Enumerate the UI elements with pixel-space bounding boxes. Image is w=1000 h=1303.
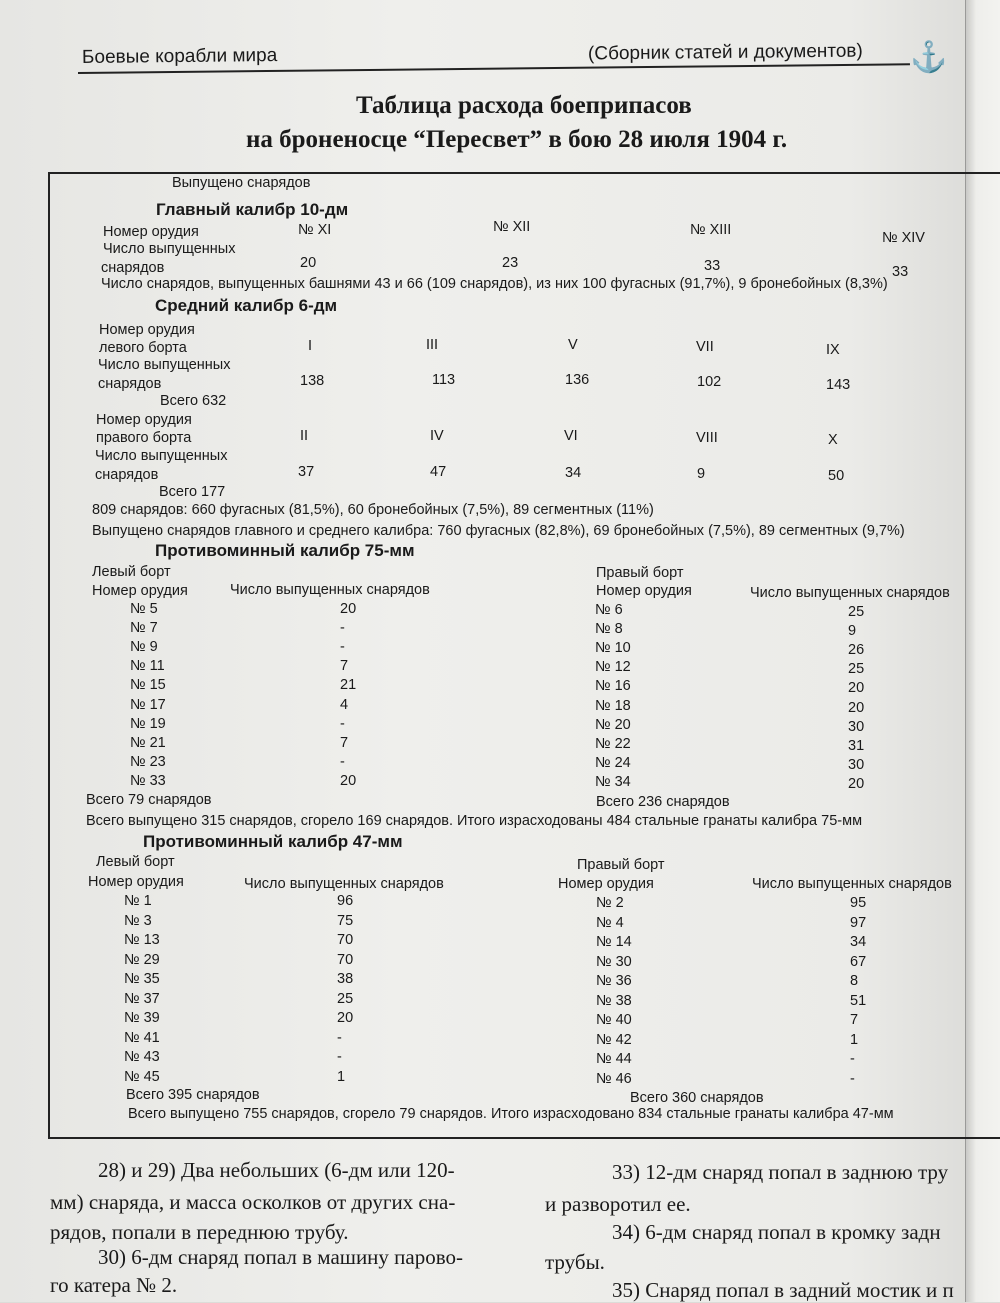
medium-left-gun: V: [568, 337, 578, 353]
main-caliber-heading: Главный калибр 10-дм: [156, 200, 349, 219]
gun-number: № 41: [124, 1029, 160, 1046]
shell-count: 20: [848, 699, 865, 716]
c75-left-count-label: Число выпущенных снарядов: [230, 582, 430, 598]
main-count: 33: [892, 264, 909, 280]
main-gun: № XI: [298, 222, 332, 238]
gun-number: № 19: [130, 715, 166, 732]
medium-right-gun: VIII: [696, 430, 718, 446]
medium-left-count: 136: [565, 372, 590, 388]
medium-left-count: 102: [697, 374, 722, 390]
shell-count: 4: [340, 696, 349, 713]
main-count: 33: [704, 258, 721, 274]
shell-count: -: [340, 620, 345, 637]
shell-count: 25: [848, 661, 865, 678]
shell-count: 20: [848, 680, 865, 697]
gun-number: № 20: [595, 716, 631, 733]
shell-count: 21: [340, 677, 357, 694]
medium-left-gun: III: [426, 337, 439, 353]
running-header-left: Боевые корабли мира: [81, 44, 278, 69]
gun-number: № 30: [596, 953, 632, 970]
gun-number: № 17: [130, 696, 166, 713]
gun-number: № 8: [595, 621, 623, 638]
medium-right-count: 9: [697, 466, 706, 482]
shell-count: 30: [848, 718, 865, 735]
shell-count: -: [340, 639, 345, 656]
shell-count: 1: [337, 1068, 346, 1085]
body-right-line: и разворотил ее.: [545, 1192, 691, 1216]
medium-left-gun-label-2: левого борта: [99, 340, 187, 356]
c75-left-side: Левый борт: [92, 564, 171, 580]
gun-number: № 35: [124, 971, 160, 987]
gun-number: № 9: [130, 639, 158, 656]
shell-count: 75: [337, 912, 354, 929]
shell-count: 38: [337, 971, 354, 987]
body-left-line: 28) и 29) Два небольших (6-дм или 120-: [98, 1158, 455, 1182]
c75-summary: Всего выпущено 315 снарядов, сгорело 169 снарядов. Итого израсходованы 484 стальные гранаты калибра 75-мм: [86, 813, 863, 829]
body-left-line: го катера № 2.: [50, 1273, 178, 1297]
table-title-line2: на броненосце “Пересвет” в бою 28 июля 1904 г.: [246, 126, 788, 153]
shell-count: 20: [340, 772, 357, 789]
shell-count: 8: [850, 973, 859, 989]
shell-count: 7: [340, 734, 349, 751]
c47-right-count-label: Число выпущенных снарядов: [752, 876, 952, 892]
gun-number: № 10: [595, 640, 631, 657]
gun-number: № 43: [124, 1049, 160, 1065]
c47-left-gun-label: Номер орудия: [88, 874, 184, 890]
shell-count: 7: [340, 658, 349, 675]
c75-right-gun-label: Номер орудия: [596, 583, 692, 599]
medium-right-count: 37: [298, 464, 315, 480]
main-count-label-1: Число выпущенных: [103, 241, 236, 257]
shell-count: 97: [850, 914, 867, 931]
shell-count: 20: [848, 775, 865, 792]
c75-left-gun-label: Номер орудия: [92, 583, 188, 599]
shell-count: 70: [337, 951, 354, 968]
gun-number: № 18: [595, 697, 631, 714]
gun-number: № 1: [124, 893, 152, 909]
gun-number: № 23: [130, 753, 166, 770]
medium-right-gun: IV: [430, 428, 444, 444]
gun-number: № 7: [130, 620, 158, 637]
gun-number: № 15: [130, 677, 166, 694]
medium-right-gun: II: [300, 428, 309, 444]
shell-count: 20: [337, 1010, 354, 1026]
c47-right-side: Правый борт: [577, 857, 665, 873]
body-right-line: трубы.: [545, 1250, 605, 1274]
gun-number: № 12: [595, 659, 631, 676]
shell-count: 9: [848, 623, 857, 640]
fired-label: Выпущено снарядов: [172, 175, 311, 191]
c47-heading: Противоминный калибр 47-мм: [143, 832, 403, 851]
c47-right-gun-label: Номер орудия: [558, 876, 654, 892]
gun-number: № 4: [596, 914, 624, 931]
gun-number: № 33: [130, 772, 166, 789]
gun-number: № 22: [595, 735, 631, 752]
gun-number: № 14: [596, 934, 632, 950]
gun-number: № 36: [596, 973, 632, 989]
main-count: 23: [502, 255, 519, 271]
main-summary: Число снарядов, выпущенных башнями 43 и 66 (109 снарядов), из них 100 фугасных (91,7%), 9 бронебойных (8,3%): [101, 276, 888, 292]
gun-number: № 2: [596, 895, 624, 911]
gun-number: № 40: [596, 1012, 632, 1028]
main-gun-label: Номер орудия: [103, 224, 199, 240]
shell-count: -: [337, 1049, 342, 1065]
gun-number: № 6: [595, 602, 623, 618]
medium-count-label-2: снарядов: [98, 376, 162, 392]
gun-number: № 16: [595, 678, 631, 695]
gun-number: № 24: [595, 754, 631, 771]
c47-right-total: Всего 360 снарядов: [630, 1090, 764, 1106]
gun-number: № 37: [124, 990, 160, 1007]
main-gun: № XII: [493, 219, 531, 235]
medium-summary-1: 809 снарядов: 660 фугасных (81,5%), 60 бронебойных (7,5%), 89 сегментных (11%): [92, 502, 654, 518]
medium-left-gun: VII: [696, 339, 714, 355]
body-left-line: мм) снаряда, и масса осколков от других сна-: [50, 1190, 456, 1214]
shell-count: -: [340, 715, 345, 732]
gun-number: № 11: [130, 658, 165, 675]
gun-number: № 3: [124, 912, 152, 929]
c47-left-count-label: Число выпущенных снарядов: [244, 876, 444, 892]
medium-left-gun: IX: [826, 342, 840, 358]
medium-right-count: 34: [565, 465, 582, 481]
c75-right-side: Правый борт: [596, 565, 684, 581]
shell-count: 31: [848, 737, 865, 754]
c75-right-count-label: Число выпущенных снарядов: [750, 585, 950, 601]
medium-caliber-heading: Средний калибр 6-дм: [155, 296, 338, 315]
medium-right-gun-label-2: правого борта: [96, 430, 192, 446]
body-left-line: 30) 6-дм снаряд попал в машину парово-: [98, 1245, 463, 1269]
medium-right-gun: X: [828, 432, 838, 448]
shell-count: 20: [340, 601, 357, 617]
medium-left-count: 143: [826, 377, 851, 393]
main-count: 20: [300, 255, 317, 271]
c75-left-total: Всего 79 снарядов: [86, 792, 212, 808]
anchor-logo-icon: ⚓: [910, 41, 948, 74]
shell-count: 96: [337, 893, 354, 909]
medium-right-count: 47: [430, 464, 447, 480]
shell-count: -: [850, 1051, 855, 1067]
c47-left-total: Всего 395 снарядов: [126, 1087, 260, 1103]
medium-left-gun: I: [308, 338, 313, 354]
c47-left-side: Левый борт: [96, 854, 175, 870]
medium-count-label-1b: Число выпущенных: [95, 448, 228, 464]
shell-count: 70: [337, 932, 354, 948]
medium-count-label-2b: снарядов: [95, 467, 159, 483]
running-header-right: (Сборник статей и документов): [587, 40, 863, 65]
shell-count: 1: [850, 1031, 859, 1048]
shell-count: 51: [850, 992, 867, 1009]
medium-left-gun-label-1: Номер орудия: [99, 322, 195, 338]
medium-right-gun-label-1: Номер орудия: [96, 412, 192, 428]
shell-count: -: [340, 753, 345, 770]
gun-number: № 39: [124, 1010, 160, 1026]
medium-left-count: 138: [300, 373, 325, 389]
c75-heading: Противоминный калибр 75-мм: [155, 541, 415, 560]
gun-number: № 42: [596, 1031, 632, 1048]
gun-number: № 21: [130, 734, 166, 751]
body-right-line: 34) 6-дм снаряд попал в кромку задн: [612, 1220, 941, 1244]
c75-right-total: Всего 236 снарядов: [596, 794, 730, 810]
shell-count: 25: [848, 604, 865, 620]
shell-count: 30: [848, 756, 865, 773]
body-right-line: 33) 12-дм снаряд попал в заднюю тру: [612, 1160, 949, 1184]
shell-count: -: [337, 1029, 342, 1046]
shell-count: 34: [850, 934, 867, 950]
gun-number: № 44: [596, 1051, 632, 1067]
medium-right-gun: VI: [564, 428, 578, 444]
medium-count-label-1: Число выпущенных: [98, 357, 231, 373]
gun-number: № 5: [130, 601, 158, 617]
body-right-line: 35) Снаряд попал в задний мостик и п: [612, 1278, 954, 1302]
main-gun: № XIV: [882, 230, 925, 246]
shell-count: 95: [850, 895, 867, 911]
medium-right-total: Всего 177: [159, 484, 226, 500]
shell-count: 67: [850, 953, 867, 970]
shell-count: 26: [848, 642, 865, 659]
body-left-line: рядов, попали в переднюю трубу.: [50, 1220, 349, 1244]
gun-number: № 45: [124, 1068, 160, 1085]
main-gun: № XIII: [690, 222, 732, 238]
main-count-label-2: снарядов: [101, 260, 165, 276]
shell-count: 25: [337, 990, 354, 1007]
medium-left-count: 113: [432, 372, 456, 388]
medium-right-count: 50: [828, 468, 845, 484]
gun-number: № 46: [596, 1070, 632, 1087]
medium-left-total: Всего 632: [160, 393, 227, 409]
gun-number: № 29: [124, 951, 160, 968]
medium-summary-2: Выпущено снарядов главного и среднего калибра: 760 фугасных (82,8%), 69 бронебойных (7,5%), 89 сегментных (9,7%): [92, 523, 905, 539]
gun-number: № 38: [596, 992, 632, 1009]
shell-count: 7: [850, 1012, 859, 1028]
gun-number: № 34: [595, 773, 631, 790]
table-title-line1: Таблица расхода боеприпасов: [356, 92, 692, 119]
c47-summary: Всего выпущено 755 снарядов, сгорело 79 снарядов. Итого израсходовано 834 стальные гранаты калибра 47-мм: [128, 1106, 894, 1122]
gun-number: № 13: [124, 932, 160, 948]
shell-count: -: [850, 1070, 855, 1087]
